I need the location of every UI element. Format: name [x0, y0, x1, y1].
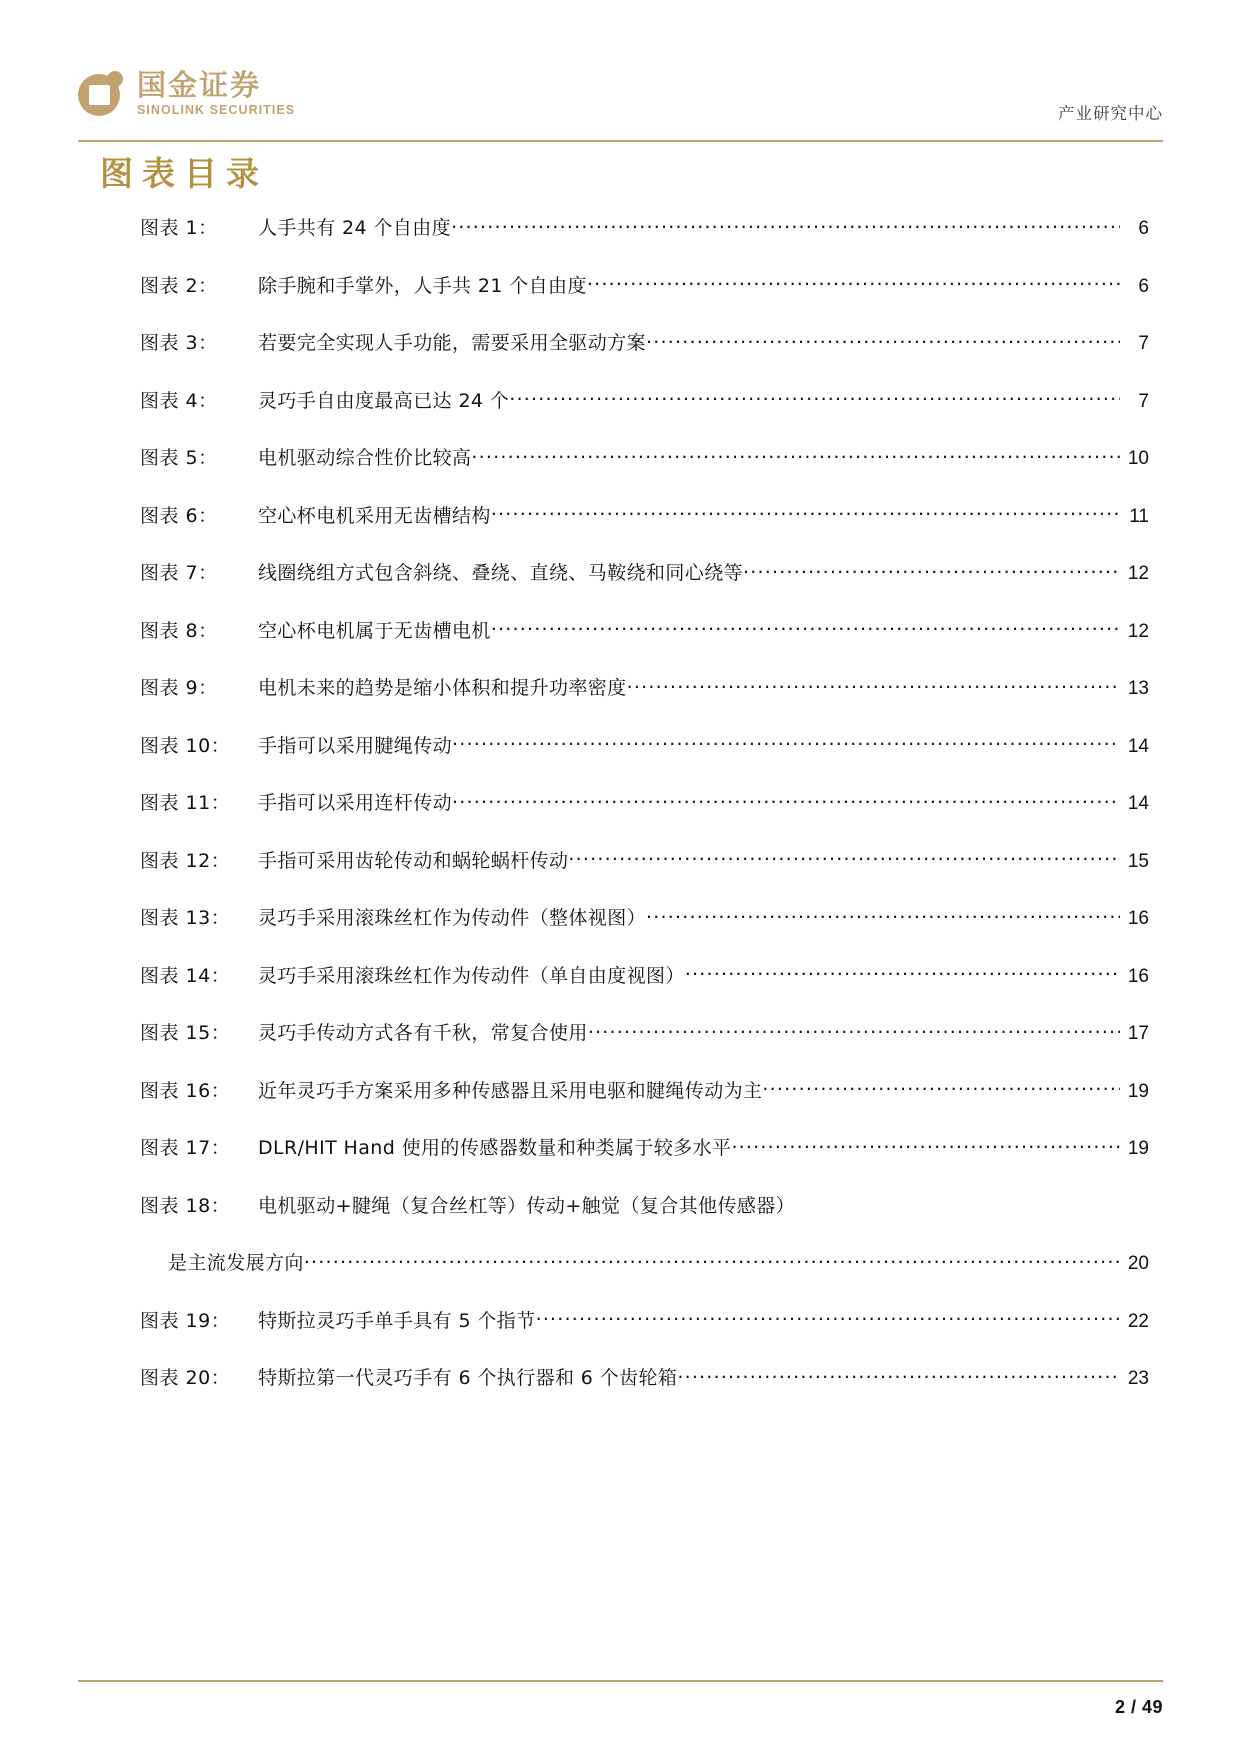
- toc-entry-label: 图表 2：: [140, 274, 218, 297]
- header-divider: [78, 140, 1163, 142]
- toc-entry[interactable]: [140, 1018, 1149, 1076]
- toc-entry-title: 若要完全实现人手功能，需要采用全驱动方案: [258, 332, 647, 354]
- toc-entry[interactable]: [140, 271, 1149, 329]
- toc-entry-label: 图表 18：: [140, 1194, 231, 1217]
- toc-entry-title: 手指可以采用腱绳传动: [258, 734, 453, 757]
- toc-entry-page-number: 11: [1129, 505, 1149, 527]
- toc-entry-label: 图表 9：: [140, 677, 218, 699]
- toc-dot-leader: [568, 848, 1120, 867]
- toc-entry-page-number: 14: [1127, 735, 1149, 757]
- toc-entry-page-number: 12: [1127, 620, 1149, 642]
- page-title: 图表目录: [100, 154, 268, 193]
- toc-entry-page-number: 19: [1127, 1080, 1149, 1102]
- toc-entry-title: 近年灵巧手方案采用多种传感器且采用电驱和腱绳传动为主: [258, 1079, 763, 1102]
- toc-entry-label: 图表 16：: [140, 1079, 231, 1102]
- toc-entry[interactable]: [140, 961, 1149, 1019]
- toc-entry-page-number: 17: [1127, 1023, 1149, 1044]
- toc-dot-leader: [509, 388, 1120, 407]
- page-footer: [78, 1697, 1163, 1718]
- toc-dot-leader: [762, 1078, 1120, 1097]
- toc-entry[interactable]: [140, 673, 1149, 731]
- toc-entry-title: 特斯拉第一代灵巧手有 6 个执行器和 6 个齿轮箱: [258, 1367, 678, 1389]
- toc-dot-leader: [491, 618, 1120, 637]
- table-of-contents: [140, 213, 1149, 1421]
- toc-entry-continuation[interactable]: [140, 1248, 1149, 1306]
- toc-entry[interactable]: [140, 1191, 1149, 1249]
- toc-entry[interactable]: [140, 1306, 1149, 1364]
- toc-entry-title: 是主流发展方向: [168, 1252, 304, 1274]
- brand-lockup: [78, 68, 296, 118]
- toc-dot-leader: [627, 675, 1120, 694]
- toc-dot-leader: [536, 1308, 1120, 1327]
- toc-entry-title: DLR/HIT Hand 使用的传感器数量和种类属于较多水平: [258, 1137, 732, 1159]
- toc-entry-label: 图表 14：: [140, 964, 231, 987]
- toc-entry-title: 空心杯电机采用无齿槽结构: [258, 504, 491, 527]
- page-number-indicator: 2 / 49: [1114, 1697, 1163, 1717]
- toc-dot-leader: [731, 1135, 1120, 1154]
- toc-entry-page-number: 22: [1127, 1310, 1149, 1332]
- toc-entry-title: 线圈绕组方式包含斜绕、叠绕、直绕、马鞍绕和同心绕等: [258, 562, 744, 584]
- toc-entry-page-number: 6: [1138, 275, 1149, 297]
- toc-entry-title: 手指可采用齿轮传动和蜗轮蜗杆传动: [258, 849, 569, 872]
- toc-entry[interactable]: [140, 328, 1149, 386]
- toc-entry[interactable]: [140, 788, 1149, 846]
- toc-entry-label: 图表 10：: [140, 734, 231, 757]
- toc-dot-leader: [795, 1193, 1120, 1212]
- toc-entry-page-number: 16: [1127, 908, 1149, 929]
- toc-entry-title: 灵巧手自由度最高已达 24 个: [258, 389, 510, 412]
- toc-entry[interactable]: [140, 443, 1149, 501]
- toc-entry-label: 图表 13：: [140, 907, 231, 929]
- toc-entry-label: 图表 6：: [140, 504, 218, 527]
- toc-entry-label: 图表 11：: [140, 792, 231, 814]
- toc-entry-page-number: 13: [1127, 678, 1149, 699]
- toc-dot-leader: [646, 905, 1120, 924]
- toc-dot-leader: [471, 445, 1120, 464]
- toc-entry[interactable]: [140, 616, 1149, 674]
- toc-dot-leader: [587, 273, 1120, 292]
- toc-entry-label: 图表 20：: [140, 1367, 231, 1389]
- toc-entry[interactable]: [140, 213, 1149, 271]
- toc-entry-title: 灵巧手采用滚珠丝杠作为传动件（整体视图）: [258, 907, 647, 929]
- toc-entry-title: 灵巧手传动方式各有千秋，常复合使用: [258, 1022, 588, 1044]
- toc-entry-title: 除手腕和手掌外，人手共 21 个自由度: [258, 274, 587, 297]
- toc-entry[interactable]: [140, 1363, 1149, 1421]
- toc-entry-label: 图表 8：: [140, 619, 218, 642]
- toc-entry[interactable]: [140, 903, 1149, 961]
- toc-entry-page-number: 7: [1138, 390, 1149, 412]
- toc-entry-label: 图表 5：: [140, 447, 218, 469]
- toc-entry-page-number: 23: [1127, 1368, 1149, 1389]
- toc-entry-title: 人手共有 24 个自由度: [258, 217, 452, 239]
- toc-entry-label: 图表 17：: [140, 1137, 231, 1159]
- toc-entry-page-number: 10: [1127, 448, 1149, 469]
- header-department: 产业研究中心: [1058, 104, 1163, 123]
- toc-dot-leader: [452, 733, 1120, 752]
- toc-entry-page-number: 15: [1127, 850, 1149, 872]
- toc-entry-label: 图表 3：: [140, 332, 218, 354]
- toc-entry-label: 图表 1：: [140, 217, 218, 239]
- toc-entry-label: 图表 15：: [140, 1022, 231, 1044]
- toc-entry[interactable]: [140, 1076, 1149, 1134]
- toc-entry[interactable]: [140, 731, 1149, 789]
- toc-entry-label: 图表 19：: [140, 1309, 231, 1332]
- toc-dot-leader: [452, 790, 1120, 809]
- toc-entry-title: 电机驱动综合性价比较高: [258, 447, 472, 469]
- toc-entry-title: 特斯拉灵巧手单手具有 5 个指节: [258, 1309, 536, 1332]
- toc-entry[interactable]: [140, 501, 1149, 559]
- toc-dot-leader: [646, 330, 1120, 349]
- brand-text: [137, 68, 296, 118]
- toc-dot-leader: [685, 963, 1120, 982]
- toc-entry-page-number: 14: [1127, 793, 1149, 814]
- brand-name-cn: 国金证券: [137, 68, 262, 103]
- toc-entry-page-number: 6: [1138, 218, 1149, 239]
- toc-dot-leader: [451, 215, 1120, 234]
- toc-entry-title: 手指可以采用连杆传动: [258, 792, 453, 814]
- toc-entry-title: 空心杯电机属于无齿槽电机: [258, 619, 491, 642]
- toc-dot-leader: [677, 1365, 1120, 1384]
- toc-entry-title: 灵巧手采用滚珠丝杠作为传动件（单自由度视图）: [258, 964, 685, 987]
- toc-entry[interactable]: [140, 386, 1149, 444]
- toc-entry-title: 电机驱动+腱绳（复合丝杠等）传动+触觉（复合其他传感器）: [258, 1194, 796, 1217]
- toc-dot-leader: [304, 1250, 1120, 1269]
- toc-entry-label: 图表 12：: [140, 849, 231, 872]
- sinolink-logo-icon: [78, 71, 124, 117]
- footer-divider: [78, 1680, 1163, 1682]
- toc-entry[interactable]: [140, 846, 1149, 904]
- toc-entry-title: 电机未来的趋势是缩小体积和提升功率密度: [258, 677, 627, 699]
- toc-entry-page-number: 19: [1127, 1138, 1149, 1159]
- toc-entry-page-number: 7: [1138, 333, 1149, 354]
- toc-entry-label: 图表 7：: [140, 562, 218, 584]
- toc-entry-page-number: 16: [1127, 965, 1149, 987]
- toc-entry-label: 图表 4：: [140, 389, 218, 412]
- toc-entry[interactable]: [140, 558, 1149, 616]
- page-header: [78, 58, 1163, 130]
- toc-entry-page-number: 20: [1127, 1253, 1149, 1274]
- brand-name-en: SINOLINK SECURITIES: [137, 103, 296, 118]
- toc-entry[interactable]: [140, 1133, 1149, 1191]
- toc-entry-page-number: 12: [1127, 563, 1149, 584]
- toc-dot-leader: [491, 503, 1120, 522]
- toc-dot-leader: [743, 560, 1120, 579]
- toc-dot-leader: [588, 1020, 1120, 1039]
